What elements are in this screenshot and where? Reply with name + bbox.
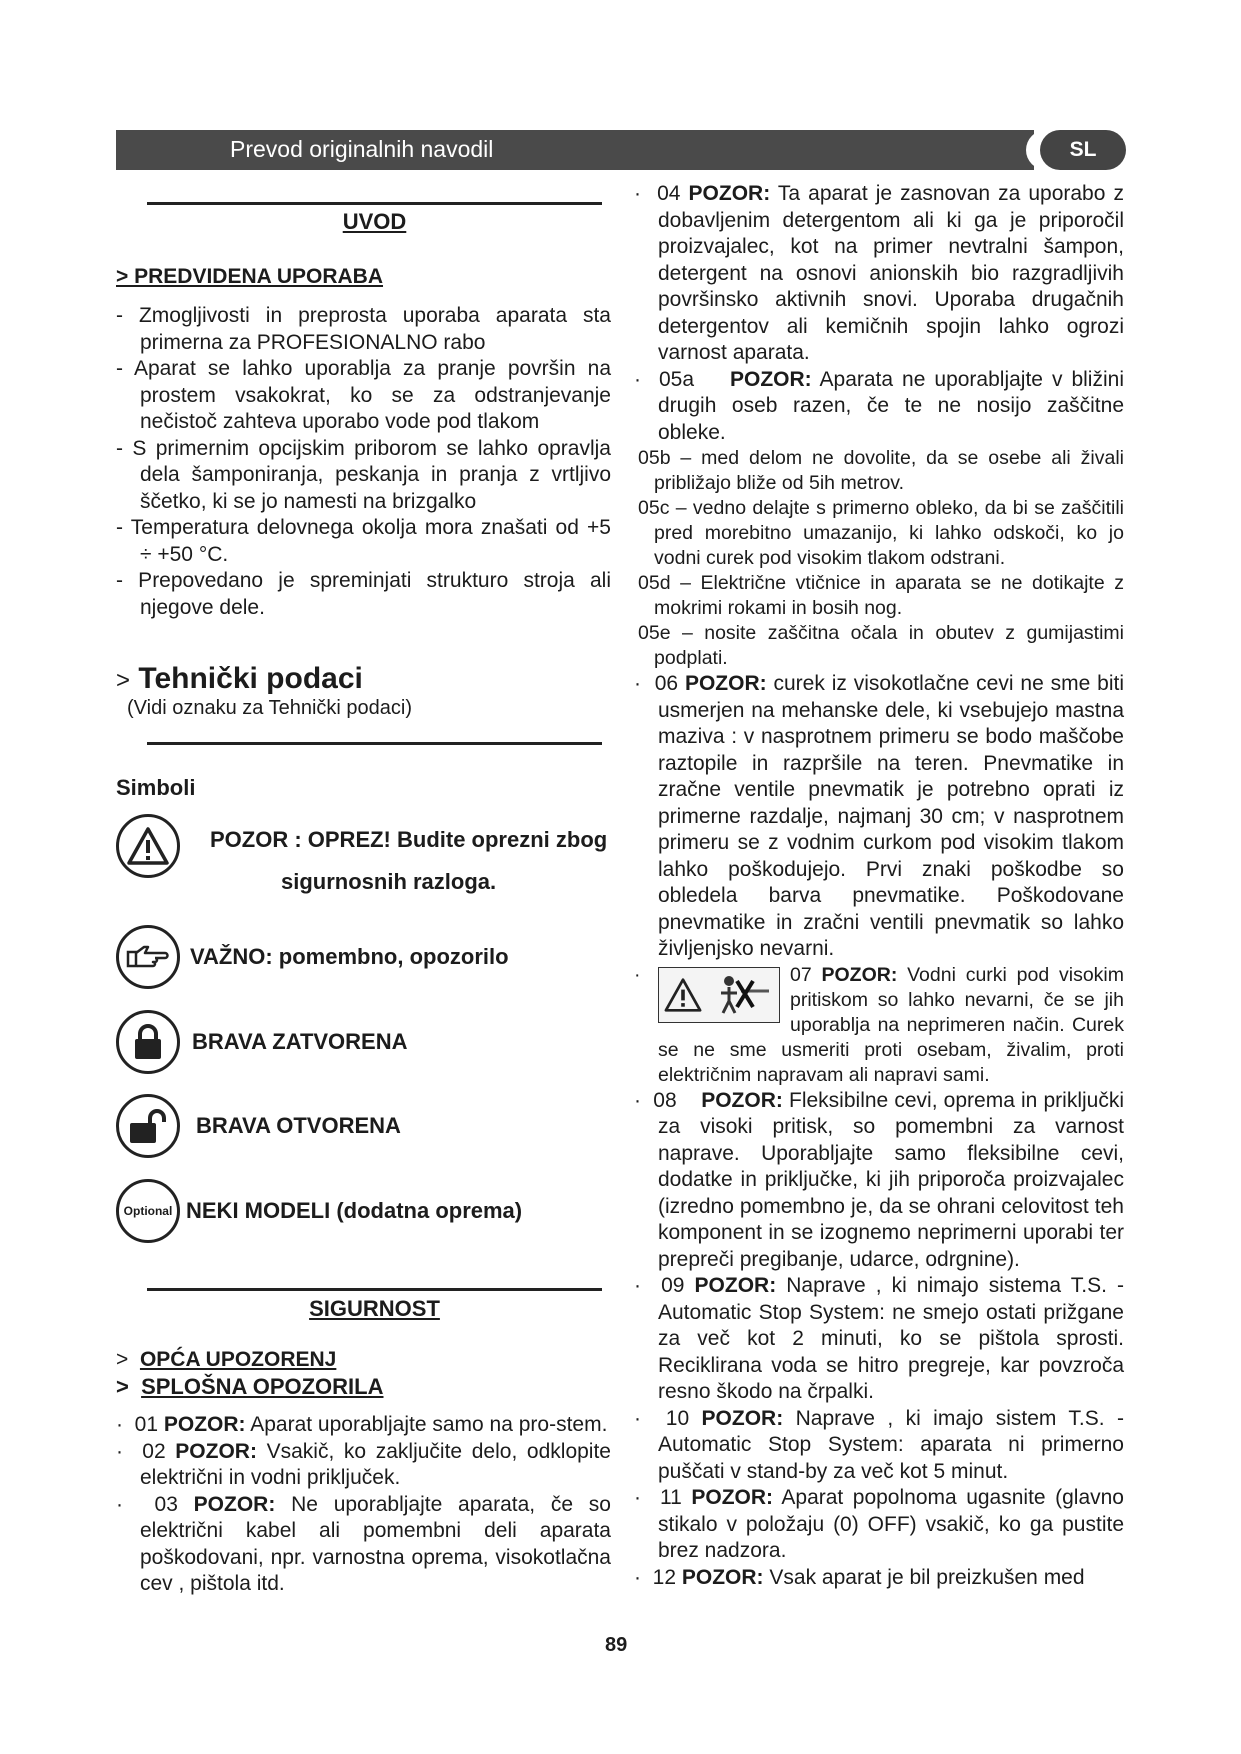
item-10: · 10 POZOR: Naprave , ki imajo sistem T.S. - Automatic Stop System: aparata ni primerno puščati v stand-by za več kot 5 minut. bbox=[634, 1406, 1124, 1483]
simboli-title: Simboli bbox=[116, 775, 196, 800]
warning-icon bbox=[116, 814, 180, 878]
divider bbox=[147, 1288, 602, 1291]
uvod-list bbox=[116, 303, 611, 621]
symbol-odprta bbox=[116, 1094, 401, 1158]
sigurnost-list bbox=[116, 1412, 611, 1598]
lock-open-icon bbox=[116, 1094, 180, 1158]
symbol-zaprta bbox=[116, 1010, 408, 1074]
divider bbox=[147, 742, 602, 745]
lock-closed-icon bbox=[116, 1010, 180, 1074]
item-05e: 05e – nosite zaščitna očala in obutev z gumijastimi podplati. bbox=[638, 622, 1124, 669]
item-05b: 05b – med delom ne dovolite, da se osebe ali živali približajo bliže od 5ih metrov. bbox=[638, 447, 1124, 494]
pozor-label-2-text: sigurnosnih razloga bbox=[281, 869, 491, 894]
item-05d: 05d – Električne vtičnice in aparata se ne dotikajte z mokrimi rokami in bosih nog. bbox=[638, 572, 1124, 619]
spray-warning-pictogram bbox=[658, 967, 780, 1023]
odprta-label: BRAVA OTVORENA bbox=[196, 1113, 401, 1138]
splosna-heading: > SPLOŠNA OPOZORILA bbox=[116, 1374, 384, 1399]
predvidena-heading: > PREDVIDENA UPORABA bbox=[116, 265, 384, 288]
opca-text: OPĆA UPOZORENJ bbox=[139, 1348, 337, 1371]
item-11: · 11 POZOR: Aparat popolnoma ugasnite (glavno stikalo v položaju (0) OFF) vsakič, ko ga pustite brez nadzora. bbox=[634, 1486, 1124, 1562]
item-12: · 12 POZOR: Vsak aparat je bil preizkušen med bbox=[634, 1565, 1085, 1589]
pointing-hand-icon bbox=[116, 925, 180, 989]
pozor-label-2: sigurnosnih razloga. bbox=[281, 869, 497, 894]
sig-item-01: · 01 POZOR: Aparat uporabljajte samo na pro-stem. bbox=[116, 1413, 608, 1436]
uvod-title: UVOD bbox=[342, 209, 407, 234]
symbol-vazno bbox=[116, 925, 509, 989]
zaprta-label: BRAVA ZATVORENA bbox=[192, 1029, 408, 1054]
pozor-label-1: POZOR : OPREZ! Budite oprezni zbog bbox=[210, 827, 608, 852]
uvod-item: - Temperatura delovnega okolja mora znašati od +5 ÷ +50 °C. bbox=[116, 516, 611, 566]
uvod-item: - S primernim opcijskim priborom se lahko opravlja dela šamponiranja, peskanja in pranja z vrtljivo ščetko, ki se jo namesti na brizgalko bbox=[116, 436, 611, 513]
splosna-text: SPLOŠNA OPOZORILA bbox=[141, 1374, 384, 1399]
tech-note: (Vidi oznaku za Tehnički podaci) bbox=[127, 697, 412, 719]
sig-item-02: · 02 POZOR: Vsakič, ko zaključite delo, odklopite električni in vodni priključek. bbox=[116, 1439, 611, 1489]
item-09: · 09 POZOR: Naprave , ki nimajo sistema T.S. - Automatic Stop System: ne smejo ostati prižgane za več kot 2 minuti, ko se pištola sprosti. Reciklirana voda se hitro pregreje, kar povzroča resno škodo na črpalki. bbox=[634, 1274, 1124, 1403]
item-06: · 06 POZOR: curek iz visokotlačne cevi ne sme biti usmerjen na mehanske dele, ki vsebujejo mastna maziva : v nasprotnem primeru se bodo maščobe raztopile in razpršile na teren. Pnevmatike in zračne ventile pnevmatik je potrebno oprati iz primerne razdalje, najmanj 30 cm; v nasprotnem primeru se z vodnim curkom pod visokim tlakom lahko poškodujejo. Prvi znaki poškodbe so obledela barva pnevmatike. Poškodovane pnevmatike in zračni ventili pnevmatik so lahko življenjsko nevarni. bbox=[634, 672, 1124, 960]
tech-title: Tehnički podaci bbox=[138, 662, 363, 695]
page-number: 89 bbox=[605, 1634, 628, 1656]
language-badge: SL bbox=[1040, 130, 1126, 170]
item-07: · 07 POZOR: Vodni curki pod visokim pritiskom so lahko nevarni, če se jih uporablja na neprimeren način. Curek se ne sme usmeriti proti osebam, živalim, proti električnim napravam ali napravi sami. bbox=[634, 963, 1124, 1086]
opca-heading: > OPĆA UPOZORENJ bbox=[116, 1348, 337, 1371]
divider bbox=[147, 202, 602, 205]
item-08: · 08 POZOR: Fleksibilne cevi, oprema in priključki za visoki pritisk, so pomembni za varnost naprave. Uporabljajte samo fleksibilne cevi, dodatke in priključke, ki jih priporoča proizvajalec (izredno pomembno je, da se ohrani celovitost teh komponent in se izognemo neprimerni uporabi ter prepreči pregibanje, udarce, odrgnine). bbox=[634, 1088, 1125, 1271]
item-04: · 04 POZOR: Ta aparat je zasnovan za uporabo z dobavljenim detergentom ali ki ga je priporočil proizvajalec, kot na primer nevtralni šampon, detergent na osnovi anionskih bio razgradljivih površinsko aktivnih snovi. Uporaba drugačnih detergentov ali kemičnih spojin lahko ogrozi varnost aparata. bbox=[634, 182, 1124, 364]
header-title: Prevod originalnih navodil bbox=[230, 136, 494, 162]
sigurnost-title: SIGURNOST bbox=[309, 1296, 440, 1321]
uvod-item: - Zmogljivosti in preprosta uporaba aparata sta primerna za PROFESIONALNO rabo bbox=[116, 304, 611, 354]
neki-label: NEKI MODELI (dodatna oprema) bbox=[186, 1198, 523, 1223]
item-05a: · 05a POZOR: Aparata ne uporabljajte v bližini drugih oseb razen, če te ne nosijo zaščitne obleke. bbox=[634, 367, 1124, 444]
optional-icon: Optional bbox=[116, 1179, 180, 1243]
item-05c: 05c – vedno delajte s primerno obleko, da bi se zaščitili pred morebitno umazanijo, ki lahko odskoči, ko jo vodni curek pod visokim tlakom odstrani. bbox=[638, 497, 1124, 569]
tech-arrow: > bbox=[116, 667, 131, 694]
uvod-item: - Aparat se lahko uporablja za pranje površin na prostem vsakokrat, ko se za odstranjevanje nečistoč zahteva uporabo vode pod tlakom bbox=[116, 357, 611, 433]
sig-item-03: · 03 POZOR: Ne uporabljajte aparata, če so električni kabel ali pomembni deli aparata poškodovani, npr. varnostna oprema, visokotlačna cev , pištola itd. bbox=[116, 1492, 611, 1595]
symbol-optional bbox=[116, 1179, 522, 1243]
uvod-item: - Prepovedano je spreminjati strukturo stroja ali njegove dele. bbox=[116, 569, 611, 619]
vazno-label: VAŽNO: pomembno, opozorilo bbox=[190, 944, 509, 969]
symbol-pozor bbox=[116, 814, 180, 878]
tech-heading bbox=[116, 662, 363, 696]
right-column bbox=[634, 181, 1124, 1591]
